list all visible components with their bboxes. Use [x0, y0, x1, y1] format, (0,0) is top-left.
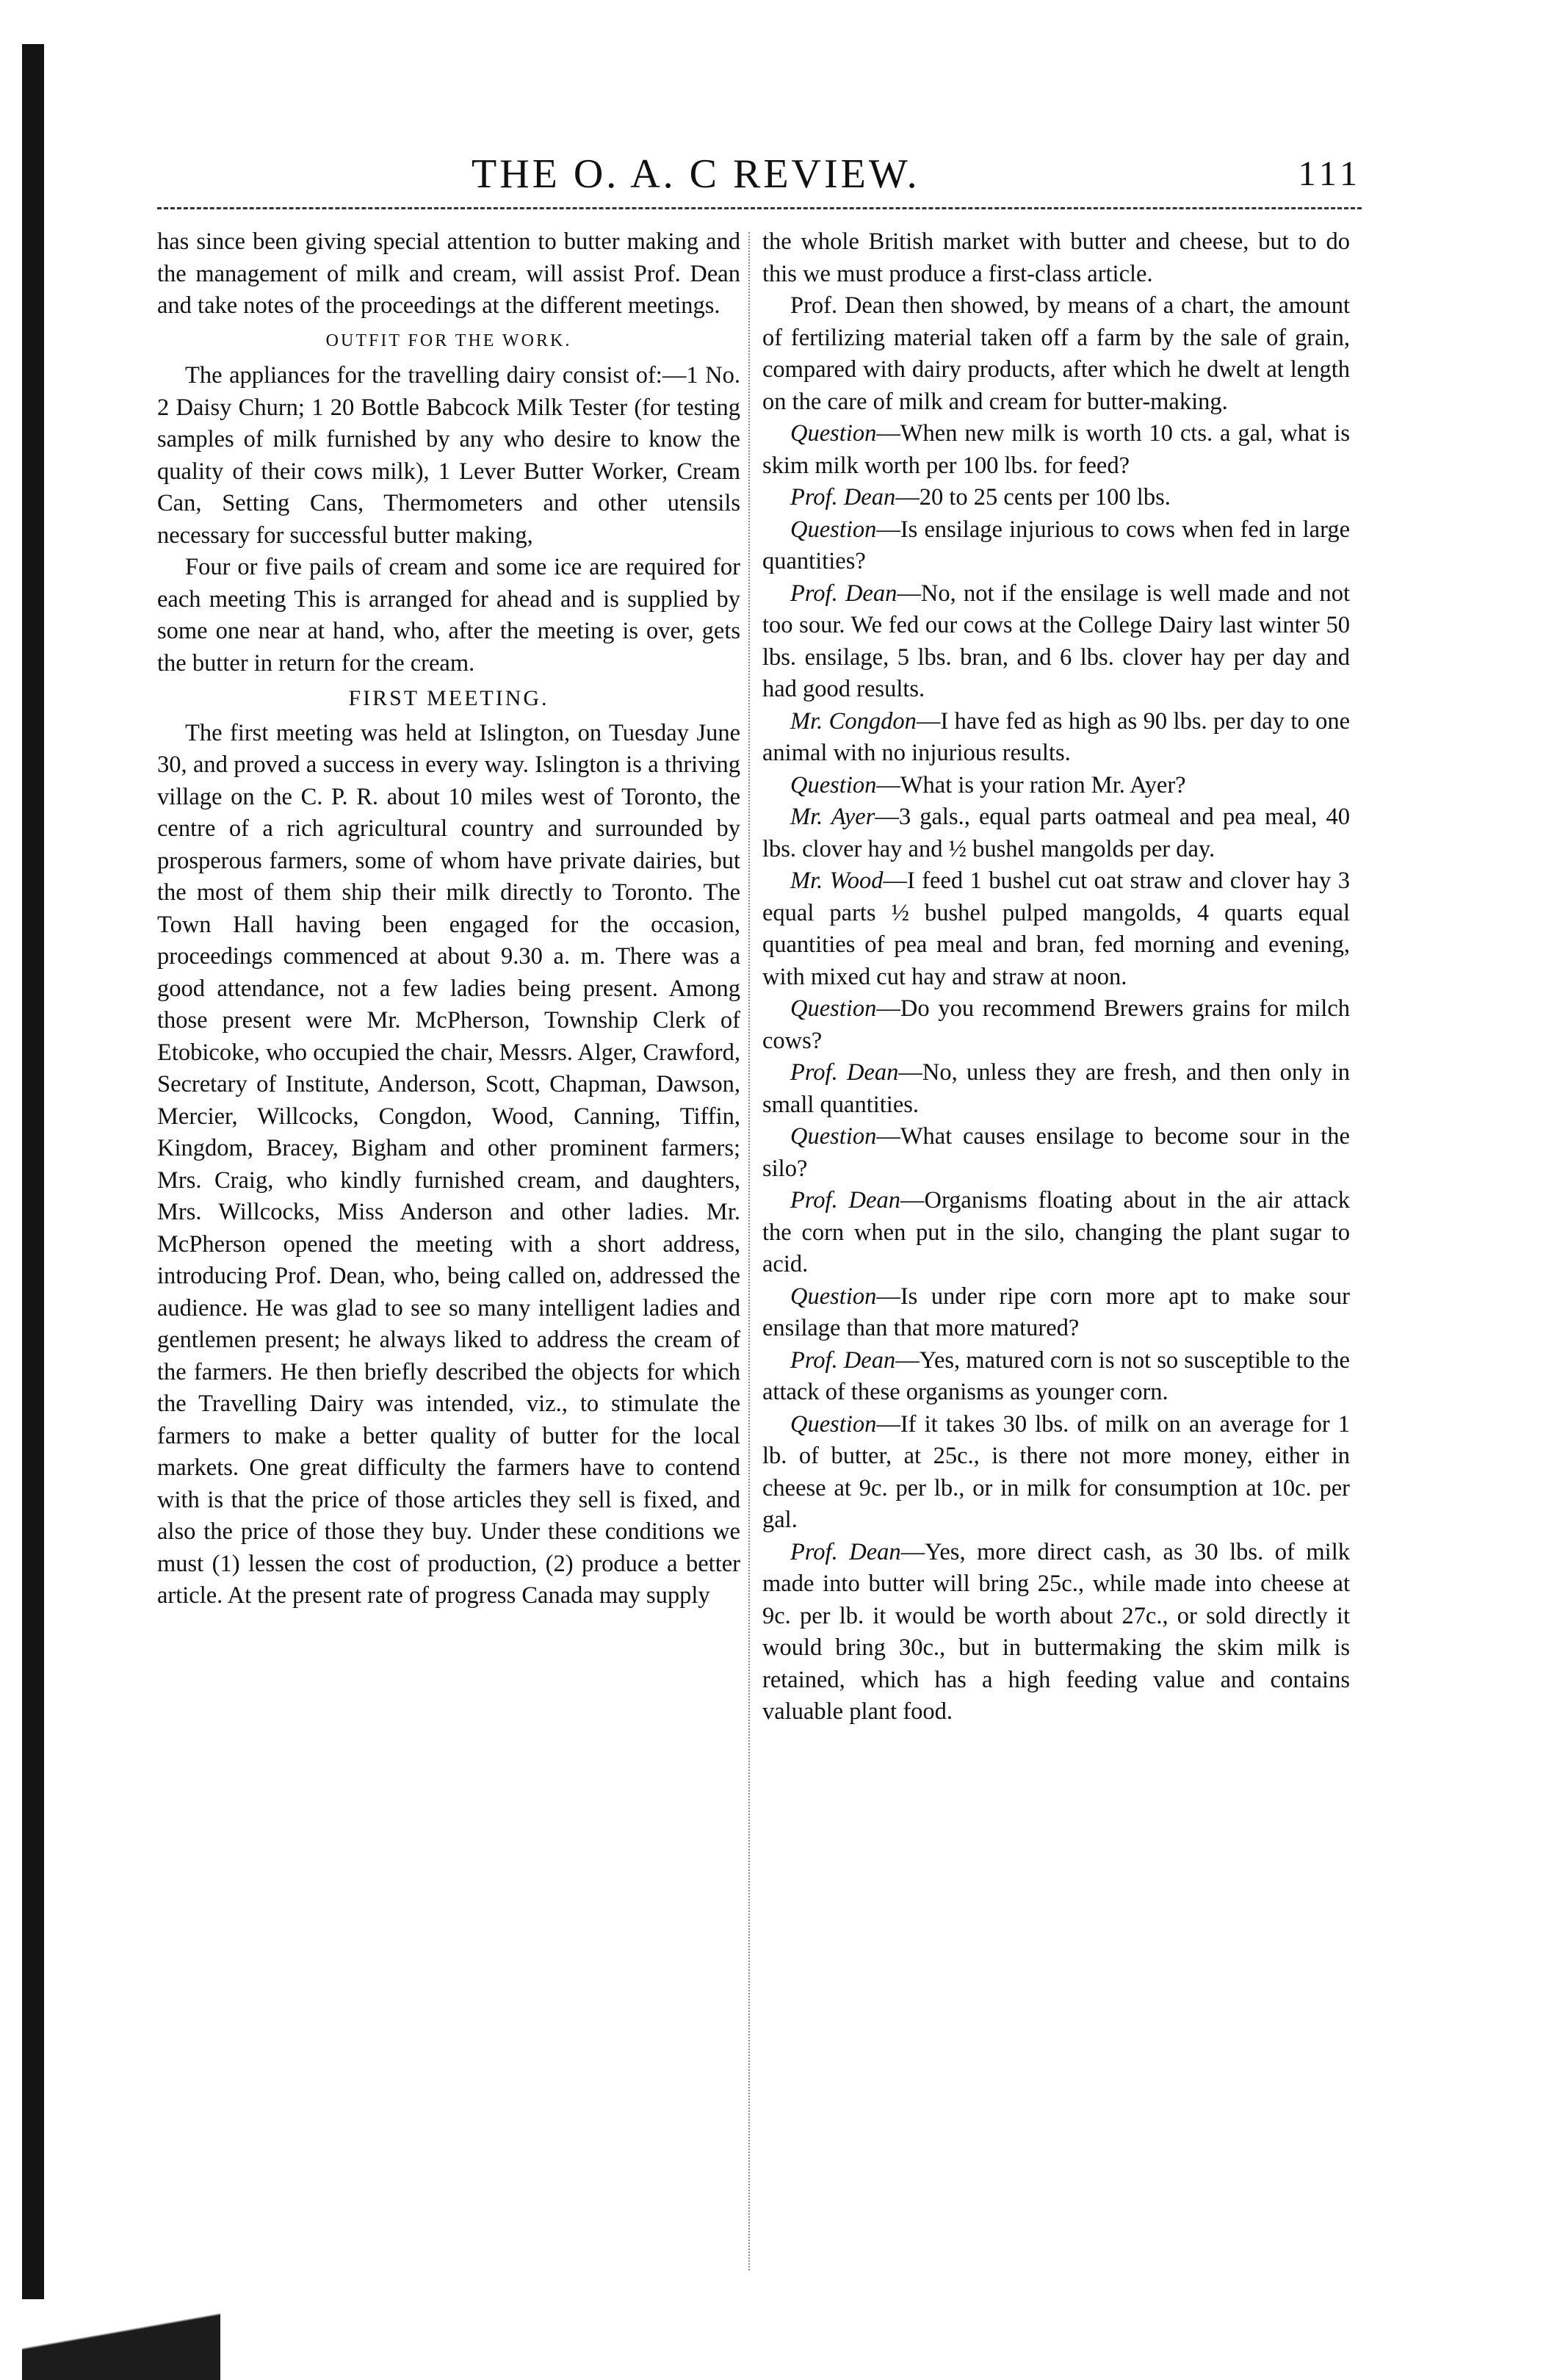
- exchange-text: 20 to 25 cents per 100 lbs.: [919, 484, 1171, 511]
- speaker-name: Prof. Dean: [790, 1346, 896, 1374]
- section-heading-first-meeting: FIRST MEETING.: [348, 686, 549, 710]
- exchange-text: What causes ensilage to become sour in the silo?: [762, 1123, 1350, 1182]
- speaker-name: Question: [790, 995, 877, 1022]
- qa-exchange: [762, 1537, 1350, 1728]
- speaker-separator: —: [895, 1346, 920, 1374]
- exchange-text: 3 gals., equal parts oatmeal and pea meal, 40 lbs. clover hay and ½ bushel mangolds per day.: [762, 804, 1350, 862]
- qa-exchange: [762, 1121, 1350, 1185]
- qa-exchange: [762, 482, 1350, 514]
- qa-exchange: [762, 770, 1350, 802]
- paragraph: Four or five pails of cream and some ice are required for each meeting This is arranged for ahead and is supplied by some one near at hand, who, after the meeting is over, gets the butter in return for the cream.: [157, 554, 740, 677]
- exchange-text: Is under ripe corn more apt to make sour ensilage than that more matured?: [762, 1283, 1350, 1341]
- qa-exchange: [762, 865, 1350, 993]
- speaker-separator: —: [875, 804, 899, 830]
- exchange-text: Organisms floating about in the air attack the corn when put in the silo, changing the plant sugar to acid.: [762, 1187, 1350, 1277]
- speaker-separator: —: [897, 580, 921, 607]
- qa-exchange: [762, 993, 1350, 1057]
- exchange-text: No, unless they are fresh, and then only in small quantities.: [762, 1059, 1350, 1118]
- qa-exchange: [762, 514, 1350, 578]
- qa-exchange: [762, 1057, 1350, 1121]
- page-number: 111: [1298, 154, 1362, 193]
- qa-exchange: [762, 1409, 1350, 1537]
- speaker-name: Mr. Ayer: [790, 804, 875, 830]
- exchange-text: Yes, more direct cash, as 30 lbs. of milk made into butter will bring 25c., while made into cheese at 9c. per lb. it would be worth about 27c., or sold directly it would bring 30c., but in buttermaking the skim milk is retained, which has a high feeding value and contains valuable plant food.: [762, 1538, 1350, 1725]
- speaker-name: Question: [790, 1410, 877, 1438]
- speaker-name: Question: [790, 771, 877, 798]
- qa-exchange: [762, 1185, 1350, 1281]
- running-title: THE O. A. C REVIEW.: [472, 151, 920, 197]
- column-divider: [748, 232, 750, 2271]
- paragraph: has since been giving special attention to butter making and the management of milk and cream, will assist Prof. Dean and take notes of the proceedings at the different meetings.: [157, 228, 740, 319]
- exchange-text: No, not if the ensilage is well made and not too sour. We fed our cows at the College Dairy last winter 50 lbs. ensilage, 5 lbs. bran, and 6 lbs. clover hay per day and had good results.: [762, 580, 1350, 702]
- speaker-separator: —: [876, 771, 900, 798]
- speaker-separator: —: [883, 868, 907, 894]
- speaker-name: Prof. Dean: [790, 484, 896, 511]
- qa-exchange: [762, 706, 1350, 770]
- exchange-text: Is ensilage injurious to cows when fed in large quantities?: [762, 516, 1350, 574]
- speaker-name: Mr. Wood: [790, 868, 884, 894]
- speaker-name: Question: [790, 1283, 877, 1310]
- speaker-separator: —: [876, 995, 900, 1022]
- speaker-separator: —: [876, 1123, 900, 1150]
- speaker-name: Prof. Dean: [790, 1187, 900, 1214]
- page-header: [157, 151, 1362, 202]
- speaker-name: Question: [790, 420, 877, 447]
- speaker-name: Prof. Dean: [790, 1059, 899, 1086]
- speaker-separator: —: [876, 1410, 900, 1438]
- speaker-name: Question: [790, 516, 877, 543]
- speaker-separator: —: [876, 1283, 900, 1310]
- speaker-separator: —: [895, 484, 920, 511]
- right-column: [762, 226, 1350, 1728]
- section-heading-outfit: OUTFIT FOR THE WORK.: [325, 331, 572, 350]
- paragraph: The appliances for the travelling dairy consist of:—1 No. 2 Daisy Churn; 1 20 Bottle Babcock Milk Tester (for testing samples of milk furnished by any who desire to know the quality of their cows milk), 1 Lever Butter Worker, Cream Can, Setting Cans, Thermometers and other utensils necessary for successful butter making,: [157, 362, 740, 549]
- speaker-separator: —: [916, 707, 941, 735]
- page-binding-edge: [22, 44, 44, 2321]
- speaker-separator: —: [876, 516, 900, 543]
- page-binding-shadow: [22, 2299, 220, 2380]
- exchange-text: I have fed as high as 90 lbs. per day to one animal with no injurious results.: [762, 707, 1351, 766]
- speaker-name: Prof. Dean: [790, 1538, 901, 1565]
- speaker-name: Question: [790, 1123, 877, 1150]
- speaker-separator: —: [898, 1059, 922, 1086]
- qa-exchange: [762, 1345, 1350, 1409]
- speaker-separator: —: [876, 420, 900, 447]
- exchange-text: If it takes 30 lbs. of milk on an average for 1 lb. of butter, at 25c., is there not more money, either in cheese at 9c. per lb., or in milk for consumption at 10c. per gal.: [762, 1410, 1350, 1533]
- header-rule: [157, 207, 1362, 209]
- qa-exchange: [762, 1281, 1350, 1345]
- speaker-name: Mr. Congdon: [790, 707, 917, 735]
- speaker-name: Prof. Dean: [790, 580, 897, 607]
- qa-exchange: [762, 801, 1350, 865]
- paragraph: Prof. Dean then showed, by means of a chart, the amount of fertilizing material taken off a farm by the sale of grain, compared with dairy products, after which he dwelt at length on the care of milk and cream for butter-making.: [762, 292, 1350, 415]
- paragraph: The first meeting was held at Islington, on Tuesday June 30, and proved a success in every way. Islington is a thriving village on the C. P. R. about 10 miles west of Toronto, the centre of a rich agricultural country and surrounded by prosperous farmers, some of whom have private dairies, but the most of them ship their milk directly to Toronto. The Town Hall having been engaged for the occasion, proceedings commenced at about 9.30 a. m. There was a good attendance, not a few ladies being present. Among those present were Mr. McPherson, Township Clerk of Etobicoke, who occupied the chair, Messrs. Alger, Crawford, Secretary of Institute, Anderson, Scott, Chapman, Dawson, Mercier, Willcocks, Congdon, Wood, Canning, Tiffin, Kingdom, Bracey, Bigham and other prominent farmers; Mrs. Craig, who kindly furnished cream, and daughters, Mrs. Willcocks, Miss Anderson and other ladies. Mr. McPherson opened the meeting with a short address, introducing Prof. Dean, who, being called on, addressed the audience. He was glad to see so many intelligent ladies and gentlemen present; he always liked to address the cream of the farmers. He then briefly described the objects for which the Travelling Dairy was intended, viz., to stimulate the farmers to make a better quality of butter for the local markets. One great difficulty the farmers have to contend with is that the price of those articles they sell is fixed, and also the price of those they buy. Under these conditions we must (1) lessen the cost of production, (2) produce a better article. At the present rate of progress Canada may supply: [157, 719, 740, 1609]
- exchange-text: I feed 1 bushel cut oat straw and clover hay 3 equal parts ½ bushel pulped mangolds, 4 quarts equal quantities of pea meal and bran, fed morning and evening, with mixed cut hay and straw at noon.: [762, 868, 1350, 990]
- speaker-separator: —: [900, 1538, 925, 1565]
- question-answer-list: [762, 418, 1350, 1728]
- exchange-text: When new milk is worth 10 cts. a gal, what is skim milk worth per 100 lbs. for feed?: [762, 420, 1350, 479]
- exchange-text: Do you recommend Brewers grains for milch cows?: [762, 995, 1350, 1054]
- qa-exchange: [762, 578, 1350, 706]
- left-column: [157, 226, 740, 1612]
- exchange-text: Yes, matured corn is not so susceptible to the attack of these organisms as younger corn.: [762, 1346, 1350, 1405]
- paragraph: the whole British market with butter and cheese, but to do this we must produce a first-class article.: [762, 228, 1350, 287]
- speaker-separator: —: [900, 1187, 925, 1214]
- exchange-text: What is your ration Mr. Ayer?: [900, 771, 1186, 798]
- qa-exchange: [762, 418, 1350, 482]
